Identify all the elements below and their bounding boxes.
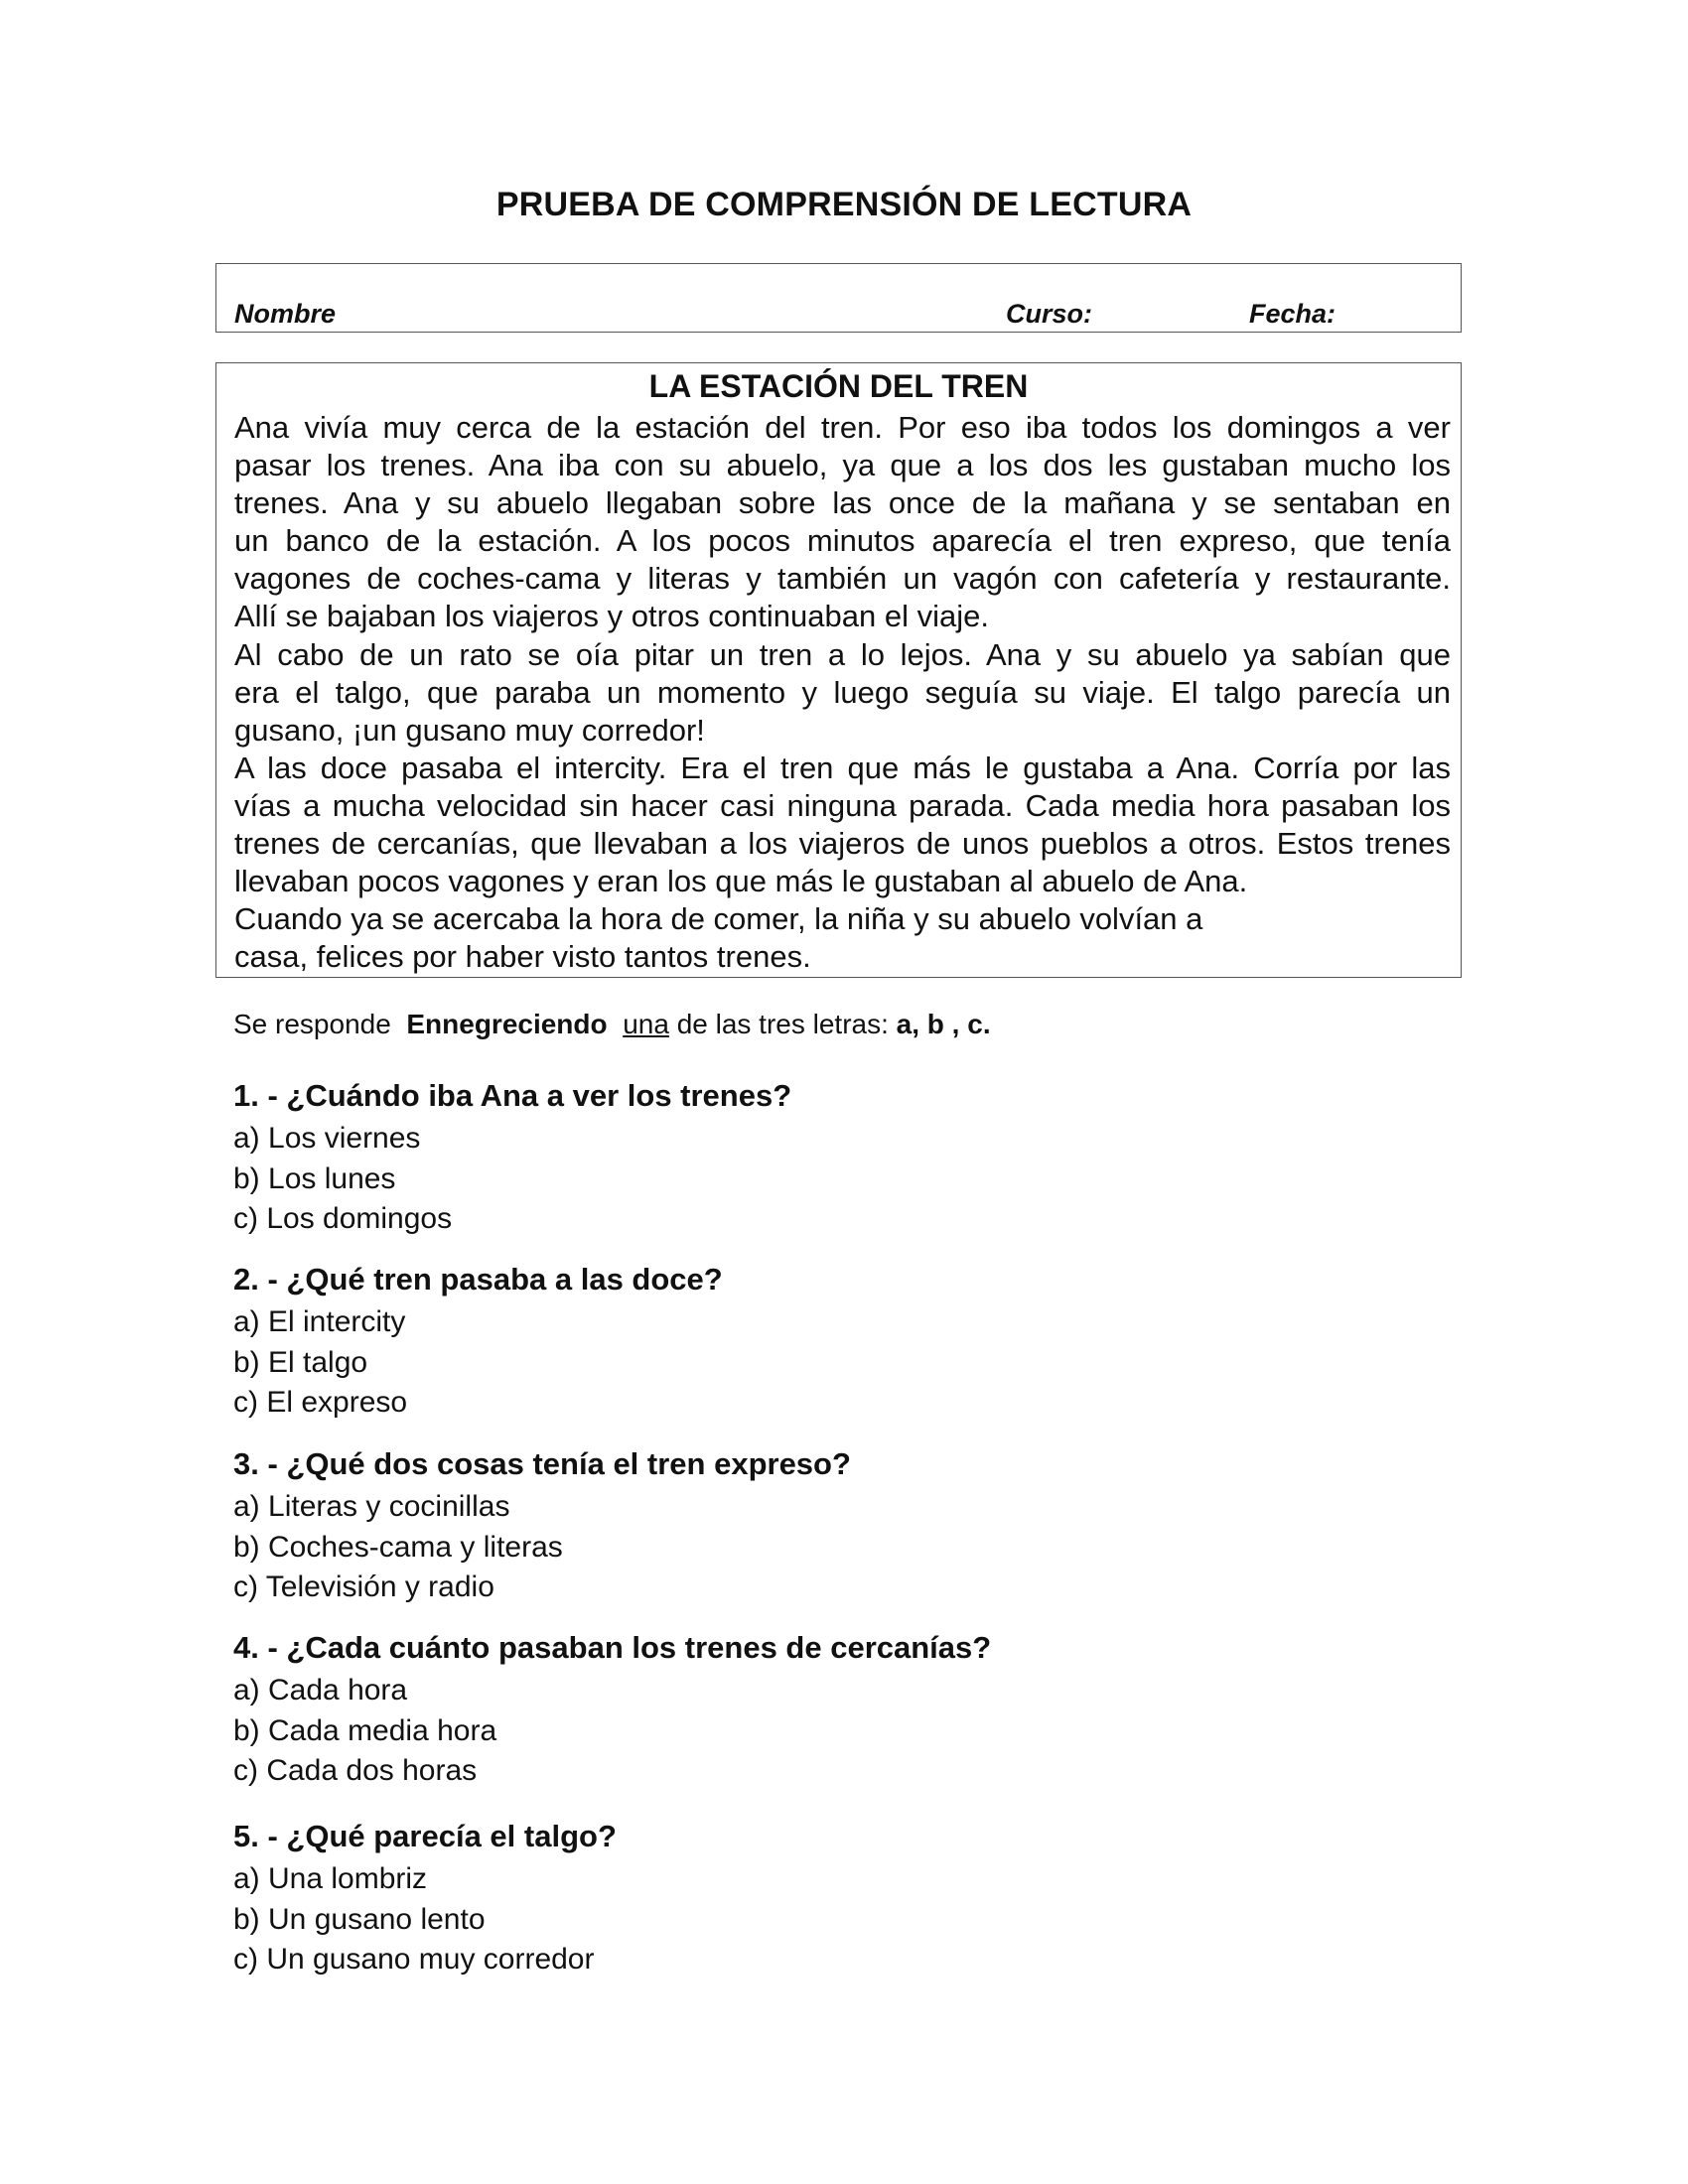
instructions-bold-word: Ennegreciendo [406, 1009, 608, 1039]
answer-option-c[interactable]: c) Televisión y radio [233, 1570, 494, 1603]
passage-line: Ana vivía muy cerca de la estación del tren. Por eso iba todos los domingos a ver [234, 410, 1451, 445]
answer-option-a[interactable]: a) Cada hora [233, 1674, 408, 1706]
question-title: 5. - ¿Qué parecía el talgo? [233, 1819, 617, 1853]
answer-option-c[interactable]: c) Un gusano muy corredor [233, 1943, 595, 1976]
passage-line: vías a mucha velocidad sin hacer casi ninguna parada. Cada media hora pasaban los [234, 787, 1451, 823]
question-title: 3. - ¿Qué dos cosas tenía el tren expreso? [233, 1446, 851, 1481]
instructions-middle: de las tres letras: [676, 1009, 889, 1039]
question-1 [233, 1077, 791, 1240]
passage-title: LA ESTACIÓN DEL TREN [648, 368, 1029, 404]
passage-line: vagones de coches-cama y literas y también un vagón con cafetería y restaurante. [234, 561, 1451, 597]
student-info-box [215, 263, 1462, 333]
passage-line: A las doce pasaba el intercity. Era el tren que más le gustaba a Ana. Corría por las [234, 750, 1451, 785]
page-title: PRUEBA DE COMPRENSIÓN DE LECTURA [495, 186, 1193, 223]
answer-option-b[interactable]: b) Cada media hora [233, 1713, 497, 1747]
curso-field-label: Curso: [1006, 299, 1092, 329]
passage-line: llevaban pocos vagones y eran los que más le gustaban al abuelo de Ana. [234, 864, 1248, 899]
question-5 [233, 1818, 617, 1980]
instructions-prefix: Se responde [233, 1009, 391, 1039]
passage-line: era el talgo, que paraba un momento y luego seguía su viaje. El talgo parecía un [234, 674, 1451, 710]
passage-line: Allí se bajaban los viajeros y otros continuaban el viaje. [234, 599, 989, 634]
passage-line: un banco de la estación. A los pocos minutos aparecía el tren expreso, que tenía [234, 523, 1451, 559]
answer-option-b[interactable]: b) Un gusano lento [233, 1902, 486, 1936]
nombre-field-label: Nombre [234, 299, 337, 329]
question-title: 1. - ¿Cuándo iba Ana a ver los trenes? [233, 1078, 792, 1113]
passage-line: Cuando ya se acercaba la hora de comer, la niña y su abuelo volvían a [234, 901, 1203, 937]
answer-option-a[interactable]: a) Los viernes [233, 1122, 421, 1155]
answer-option-b[interactable]: b) El talgo [233, 1345, 368, 1379]
passage-line: gusano, ¡un gusano muy corredor! [234, 712, 705, 748]
instructions-underlined-word: una [623, 1009, 669, 1039]
question-2 [233, 1261, 723, 1424]
question-4 [233, 1629, 991, 1792]
question-title: 4. - ¿Cada cuánto pasaban los trenes de cercanías? [233, 1630, 992, 1665]
reading-passage-box [215, 362, 1462, 978]
answer-option-b[interactable]: b) Coches-cama y literas [233, 1530, 563, 1564]
instructions-letters: a, b , c. [896, 1009, 991, 1039]
answer-option-c[interactable]: c) Los domingos [233, 1202, 453, 1235]
question-3 [233, 1445, 851, 1608]
question-title: 2. - ¿Qué tren pasaba a las doce? [233, 1262, 723, 1297]
answer-option-a[interactable]: a) Una lombriz [233, 1862, 428, 1895]
answer-option-c[interactable]: c) Cada dos horas [233, 1754, 478, 1787]
answer-option-a[interactable]: a) Literas y cocinillas [233, 1490, 510, 1523]
answer-instructions [233, 1009, 991, 1040]
passage-line: casa, felices por haber visto tantos trenes. [234, 939, 811, 975]
passage-line: Al cabo de un rato se oía pitar un tren a lo lejos. Ana y su abuelo ya sabían que [234, 636, 1451, 672]
passage-text [234, 409, 1451, 976]
passage-line: pasar los trenes. Ana iba con su abuelo, ya que a los dos les gustaban mucho los [234, 448, 1451, 483]
answer-option-b[interactable]: b) Los lunes [233, 1161, 396, 1195]
passage-line: trenes. Ana y su abuelo llegaban sobre las once de la mañana y se sentaban en [234, 485, 1451, 521]
answer-option-a[interactable]: a) El intercity [233, 1305, 406, 1338]
answer-option-c[interactable]: c) El expreso [233, 1386, 408, 1419]
fecha-field-label: Fecha: [1249, 299, 1336, 329]
passage-line: trenes de cercanías, que llevaban a los viajeros de unos pueblos a otros. Estos trenes [234, 826, 1451, 862]
